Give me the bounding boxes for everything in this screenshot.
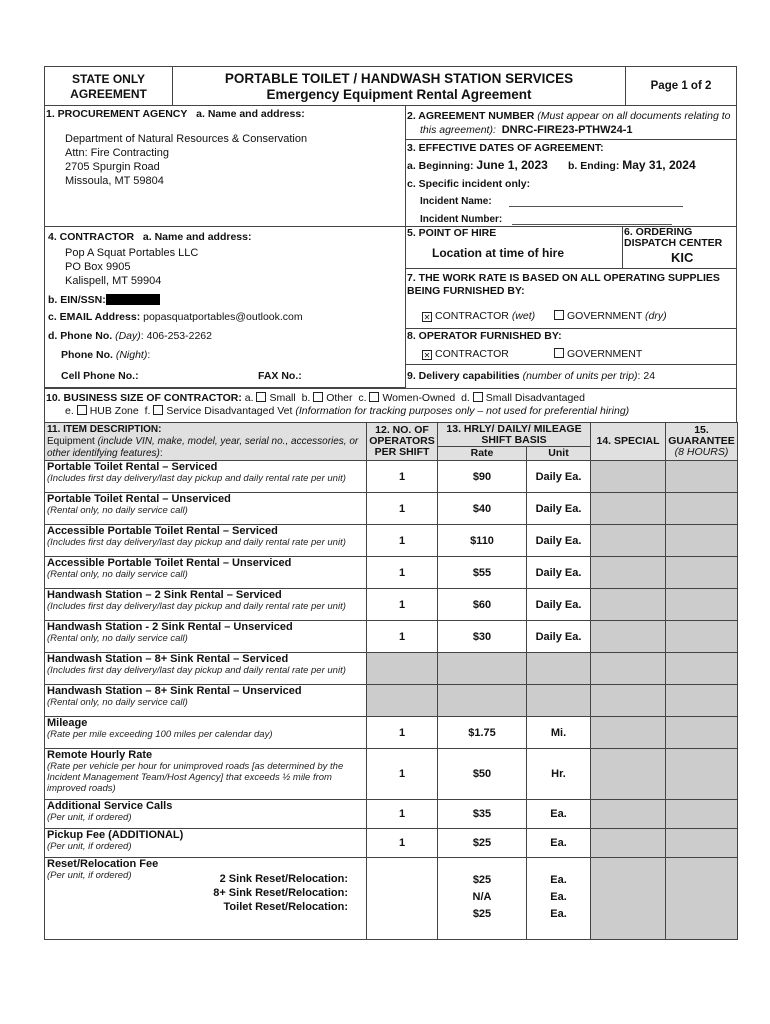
h11-label: 11. ITEM DESCRIPTION: (47, 423, 162, 435)
s2-note: (Must appear on all documents relating to (537, 110, 731, 122)
item-ops: 1 (367, 525, 438, 557)
item-guarantee (666, 461, 738, 493)
item-note: (Includes first day delivery/last day pickup and daily rental rate per unit) (47, 473, 346, 484)
other-checkbox[interactable] (313, 392, 323, 402)
contractor-wet-checkbox[interactable] (422, 310, 535, 322)
table-row (45, 589, 738, 621)
item-rate: $50 (438, 749, 527, 800)
s10-d: d. (461, 392, 470, 404)
item-rate: $25 (438, 829, 527, 858)
women-label: Women-Owned (382, 392, 456, 404)
s10-e: e. (65, 405, 74, 417)
checked-box-icon (422, 312, 432, 322)
opt1-note: (wet) (511, 310, 536, 322)
reset-rates (438, 858, 527, 940)
effective-dates-section (405, 139, 737, 227)
item-special (591, 829, 666, 858)
unchecked-box-icon (554, 310, 564, 320)
s6-label1: 6. ORDERING (624, 226, 693, 238)
ein-label: b. EIN/SSN: (48, 294, 106, 306)
item-special (591, 858, 666, 940)
s6-label2: DISPATCH CENTER (624, 237, 723, 249)
incident-number-label: Incident Number: (420, 214, 503, 225)
rate-header: Rate (438, 447, 527, 461)
item-rate (438, 685, 527, 717)
item-rate: $40 (438, 493, 527, 525)
reset-labels (213, 872, 348, 914)
table-row (45, 525, 738, 557)
delivery-value: : 24 (637, 370, 656, 382)
operator-contractor-checkbox[interactable] (422, 348, 509, 360)
item-title: Portable Toilet Rental – Serviced (47, 461, 218, 473)
item-ops: 1 (367, 589, 438, 621)
item-guarantee (666, 557, 738, 589)
item-unit: Daily Ea. (527, 589, 591, 621)
item-ops (367, 858, 438, 940)
phone-day: (Day) (115, 330, 141, 342)
item-unit: Hr. (527, 749, 591, 800)
dispatch-center-value: KIC (671, 250, 694, 265)
s10-c: c. (358, 392, 367, 404)
table-row (45, 621, 738, 653)
item-note: (Includes first day delivery/last day pickup and daily rental rate per unit) (47, 601, 346, 612)
item-note: (Rental only, no daily service call) (47, 633, 188, 644)
h13: 13. HRLY/ DAILY/ MILEAGE SHIFT BASIS (438, 423, 591, 447)
s5-label: 5. POINT OF HIRE (407, 227, 497, 239)
item-title: Pickup Fee (ADDITIONAL) (47, 829, 184, 841)
item-ops: 1 (367, 461, 438, 493)
item-special (591, 557, 666, 589)
item-description (45, 461, 367, 493)
contractor-po: PO Box 9905 (65, 261, 131, 273)
item-guarantee (666, 621, 738, 653)
reset-rate: $25 (472, 908, 492, 920)
phone-value: : 406-253-2262 (140, 330, 212, 342)
item-rate: $60 (438, 589, 527, 621)
s8-opt1: CONTRACTOR (435, 348, 509, 360)
agreement-number-section (405, 105, 737, 140)
work-rate-section (405, 268, 737, 329)
item-title: Portable Toilet Rental – Unserviced (47, 493, 231, 505)
s10-b: b. (301, 392, 311, 404)
small-disadvantaged-checkbox[interactable] (473, 392, 483, 402)
night-phone-label: Phone No. (61, 349, 113, 361)
item-title: Accessible Portable Toilet Rental – Serviced (47, 525, 278, 537)
item-description (45, 525, 367, 557)
item-title: Handwash Station – 8+ Sink Rental – Unserviced (47, 685, 302, 697)
s2-note2: this agreement): (420, 124, 496, 136)
begin-label: a. Beginning: (407, 160, 474, 172)
agency-name: Department of Natural Resources & Conservation (65, 133, 308, 145)
item-title: Additional Service Calls (47, 800, 173, 812)
dispatch-center-section (622, 226, 737, 269)
checked-box-icon (422, 350, 432, 360)
agreement-text: AGREEMENT (70, 87, 147, 101)
item-unit: Daily Ea. (527, 461, 591, 493)
item-note: (Rate per mile exceeding 100 miles per calendar day) (47, 729, 273, 740)
item-rate: $35 (438, 800, 527, 829)
h11-colon: : (159, 447, 163, 459)
reset-rate: $25 (472, 874, 492, 886)
item-note: (Includes first day delivery/last day pickup and daily rental rate per unit) (47, 665, 346, 676)
h12: 12. NO. OF OPERATORS PER SHIFT (367, 423, 438, 461)
item-special (591, 749, 666, 800)
h15-note: (8 HOURS) (674, 446, 729, 458)
item-special (591, 461, 666, 493)
item-description (45, 858, 367, 940)
item-title: Accessible Portable Toilet Rental – Unserviced (47, 557, 292, 569)
item-ops: 1 (367, 557, 438, 589)
table-row (45, 800, 738, 829)
point-of-hire-value: Location at time of hire (432, 246, 565, 260)
item-guarantee (666, 493, 738, 525)
unit-header: Unit (527, 447, 591, 461)
ein-redacted (106, 294, 160, 305)
night-note: (Night) (115, 349, 148, 361)
item-description (45, 557, 367, 589)
s2-label: 2. AGREEMENT NUMBER (407, 110, 535, 122)
table-row (45, 749, 738, 800)
item-note: (Rental only, no daily service call) (47, 505, 188, 516)
item-special (591, 621, 666, 653)
item-note: (Includes first day delivery/last day pickup and daily rental rate per unit) (47, 537, 346, 548)
subtitle: Emergency Equipment Rental Agreement (266, 87, 532, 102)
table-row (45, 557, 738, 589)
h15 (666, 423, 738, 461)
item-special (591, 685, 666, 717)
s7-label1: 7. THE WORK RATE IS BASED ON ALL OPERATING SUPPLIES (407, 272, 720, 284)
opt2-note: (dry) (645, 310, 667, 322)
item-ops: 1 (367, 749, 438, 800)
end-date: May 31, 2024 (622, 158, 696, 172)
table-row (45, 829, 738, 858)
item-unit: Mi. (527, 717, 591, 749)
reset-label: 2 Sink Reset/Relocation: (219, 873, 348, 885)
item-unit: Ea. (527, 829, 591, 858)
small-checkbox[interactable] (256, 392, 266, 402)
contractor-name: Pop A Squat Portables LLC (65, 247, 199, 259)
item-title: Mileage (47, 717, 88, 729)
point-of-hire-section (405, 226, 623, 269)
procurement-agency-section (44, 105, 406, 227)
item-special (591, 800, 666, 829)
h14: 14. SPECIAL (591, 423, 666, 461)
sdv-label: Service Disadvantaged Vet (166, 405, 293, 417)
agency-city: Missoula, MT 59804 (65, 175, 164, 187)
agency-street: 2705 Spurgin Road (65, 161, 160, 173)
reset-units (527, 858, 591, 940)
table-row (45, 717, 738, 749)
h11 (45, 423, 367, 461)
s4-sub: a. Name and address: (142, 231, 252, 243)
agreement-number: DNRC-FIRE23-PTHW24-1 (501, 124, 633, 136)
unchecked-box-icon (554, 348, 564, 358)
item-unit (527, 685, 591, 717)
items-table (44, 422, 738, 940)
item-ops: 1 (367, 800, 438, 829)
specific-incident-label: c. Specific incident only: (407, 178, 531, 190)
item-description (45, 589, 367, 621)
s7-label2: BEING FURNISHED BY: (407, 285, 525, 297)
government-dry-checkbox[interactable] (554, 310, 667, 322)
s1-sub: a. Name and address: (196, 108, 305, 120)
email-value: popasquatportables@outlook.com (143, 311, 303, 323)
end-label: b. Ending: (568, 160, 620, 172)
item-rate: $55 (438, 557, 527, 589)
item-description (45, 829, 367, 858)
hub-zone-checkbox[interactable] (77, 405, 87, 415)
item-description (45, 621, 367, 653)
h15-label: 15. GUARANTEE (668, 424, 735, 447)
h11-note: (include VIN, make, model, year, serial no., accessories, or other identifying features) (47, 435, 359, 459)
operator-government-checkbox[interactable] (554, 348, 642, 360)
item-special (591, 589, 666, 621)
item-title: Handwash Station – 8+ Sink Rental – Serviced (47, 653, 289, 665)
contractor-city: Kalispell, MT 59904 (65, 275, 162, 287)
state-only-label (44, 66, 173, 106)
state-only-text: STATE ONLY (71, 72, 146, 86)
item-rate: $30 (438, 621, 527, 653)
incident-number-field[interactable] (512, 224, 672, 225)
other-label: Other (326, 392, 353, 404)
begin-date: June 1, 2023 (476, 158, 548, 172)
item-ops: 1 (367, 717, 438, 749)
operator-section (405, 328, 737, 365)
delivery-section (405, 364, 737, 389)
s8-opt2: GOVERNMENT (567, 348, 643, 360)
item-description (45, 685, 367, 717)
item-rate: $1.75 (438, 717, 527, 749)
item-unit: Ea. (527, 800, 591, 829)
item-guarantee (666, 858, 738, 940)
women-owned-checkbox[interactable] (369, 392, 379, 402)
incident-name-label: Incident Name: (420, 196, 492, 207)
title: PORTABLE TOILET / HANDWASH STATION SERVICES (224, 71, 574, 86)
item-unit: Daily Ea. (527, 557, 591, 589)
item-title: Handwash Station - 2 Sink Rental – Unserviced (47, 621, 293, 633)
item-ops: 1 (367, 829, 438, 858)
item-ops (367, 653, 438, 685)
item-ops: 1 (367, 493, 438, 525)
business-size-section (44, 388, 737, 423)
item-ops: 1 (367, 621, 438, 653)
s10-a: a. (244, 392, 254, 404)
page-number: Page 1 of 2 (625, 66, 737, 106)
fax-label: FAX No.: (258, 370, 302, 382)
small-label: Small (269, 392, 296, 404)
s9-note: (number of units per trip) (522, 370, 638, 382)
agency-attn: Attn: Fire Contracting (65, 147, 169, 159)
item-description (45, 493, 367, 525)
s9-label: 9. Delivery capabilities (407, 370, 520, 382)
item-guarantee (666, 749, 738, 800)
s3-label: 3. EFFECTIVE DATES OF AGREEMENT: (407, 142, 604, 154)
opt2-label: GOVERNMENT (567, 310, 643, 322)
item-note: (Rental only, no daily service call) (47, 697, 188, 708)
item-rate: $110 (438, 525, 527, 557)
item-note: (Rental only, no daily service call) (47, 569, 188, 580)
s1-label: 1. PROCUREMENT AGENCY (46, 108, 188, 120)
item-special (591, 653, 666, 685)
table-row (45, 653, 738, 685)
item-unit: Daily Ea. (527, 493, 591, 525)
reset-unit: Ea. (550, 874, 567, 886)
table-row (45, 493, 738, 525)
item-note: (Rate per vehicle per hour for unimproved roads [as determined by the Incident Management Team/Host Agency] that exceeds ½ mile from improved roads) (47, 761, 344, 794)
item-guarantee (666, 589, 738, 621)
item-unit: Daily Ea. (527, 525, 591, 557)
night-colon: : (147, 349, 151, 361)
item-description (45, 653, 367, 685)
item-title: Reset/Relocation Fee (47, 858, 159, 870)
reset-unit: Ea. (550, 908, 567, 920)
item-unit (527, 653, 591, 685)
item-ops (367, 685, 438, 717)
item-guarantee (666, 829, 738, 858)
sdv-checkbox[interactable] (153, 405, 163, 415)
item-note: (Per unit, if ordered) (47, 870, 132, 881)
item-description (45, 749, 367, 800)
item-note: (Per unit, if ordered) (47, 812, 132, 823)
item-note: (Per unit, if ordered) (47, 841, 132, 852)
cell-phone-label: Cell Phone No.: (61, 370, 139, 382)
opt1-label: CONTRACTOR (435, 310, 509, 322)
table-row (45, 461, 738, 493)
reset-unit: Ea. (550, 891, 567, 903)
reset-label: 8+ Sink Reset/Relocation: (213, 887, 348, 899)
item-special (591, 525, 666, 557)
contractor-section (44, 226, 406, 388)
item-guarantee (666, 685, 738, 717)
form-title (172, 66, 626, 106)
s10-note: (Information for tracking purposes only – not used for preferential hiring) (295, 405, 630, 417)
h11-sub: Equipment (47, 435, 95, 447)
reset-rate: N/A (472, 891, 492, 903)
reset-label: Toilet Reset/Relocation: (223, 901, 348, 913)
item-rate (438, 653, 527, 685)
item-title: Remote Hourly Rate (47, 749, 153, 761)
item-rate: $90 (438, 461, 527, 493)
incident-name-field[interactable] (509, 206, 683, 207)
item-special (591, 717, 666, 749)
table-row (45, 685, 738, 717)
item-guarantee (666, 800, 738, 829)
s8-label: 8. OPERATOR FURNISHED BY: (407, 330, 562, 342)
item-description (45, 800, 367, 829)
item-guarantee (666, 653, 738, 685)
phone-label: d. Phone No. (48, 330, 113, 342)
hub-label: HUB Zone (89, 405, 139, 417)
table-row-reset (45, 858, 738, 940)
item-guarantee (666, 717, 738, 749)
s4-label: 4. CONTRACTOR (48, 231, 135, 243)
item-unit: Daily Ea. (527, 621, 591, 653)
item-guarantee (666, 525, 738, 557)
email-label: c. EMAIL Address: (48, 311, 141, 323)
sd-label: Small Disadvantaged (485, 392, 585, 404)
item-special (591, 493, 666, 525)
s10-label: 10. BUSINESS SIZE OF CONTRACTOR: (46, 392, 242, 404)
s10-f: f. (144, 405, 151, 417)
item-description (45, 717, 367, 749)
item-title: Handwash Station – 2 Sink Rental – Serviced (47, 589, 282, 601)
